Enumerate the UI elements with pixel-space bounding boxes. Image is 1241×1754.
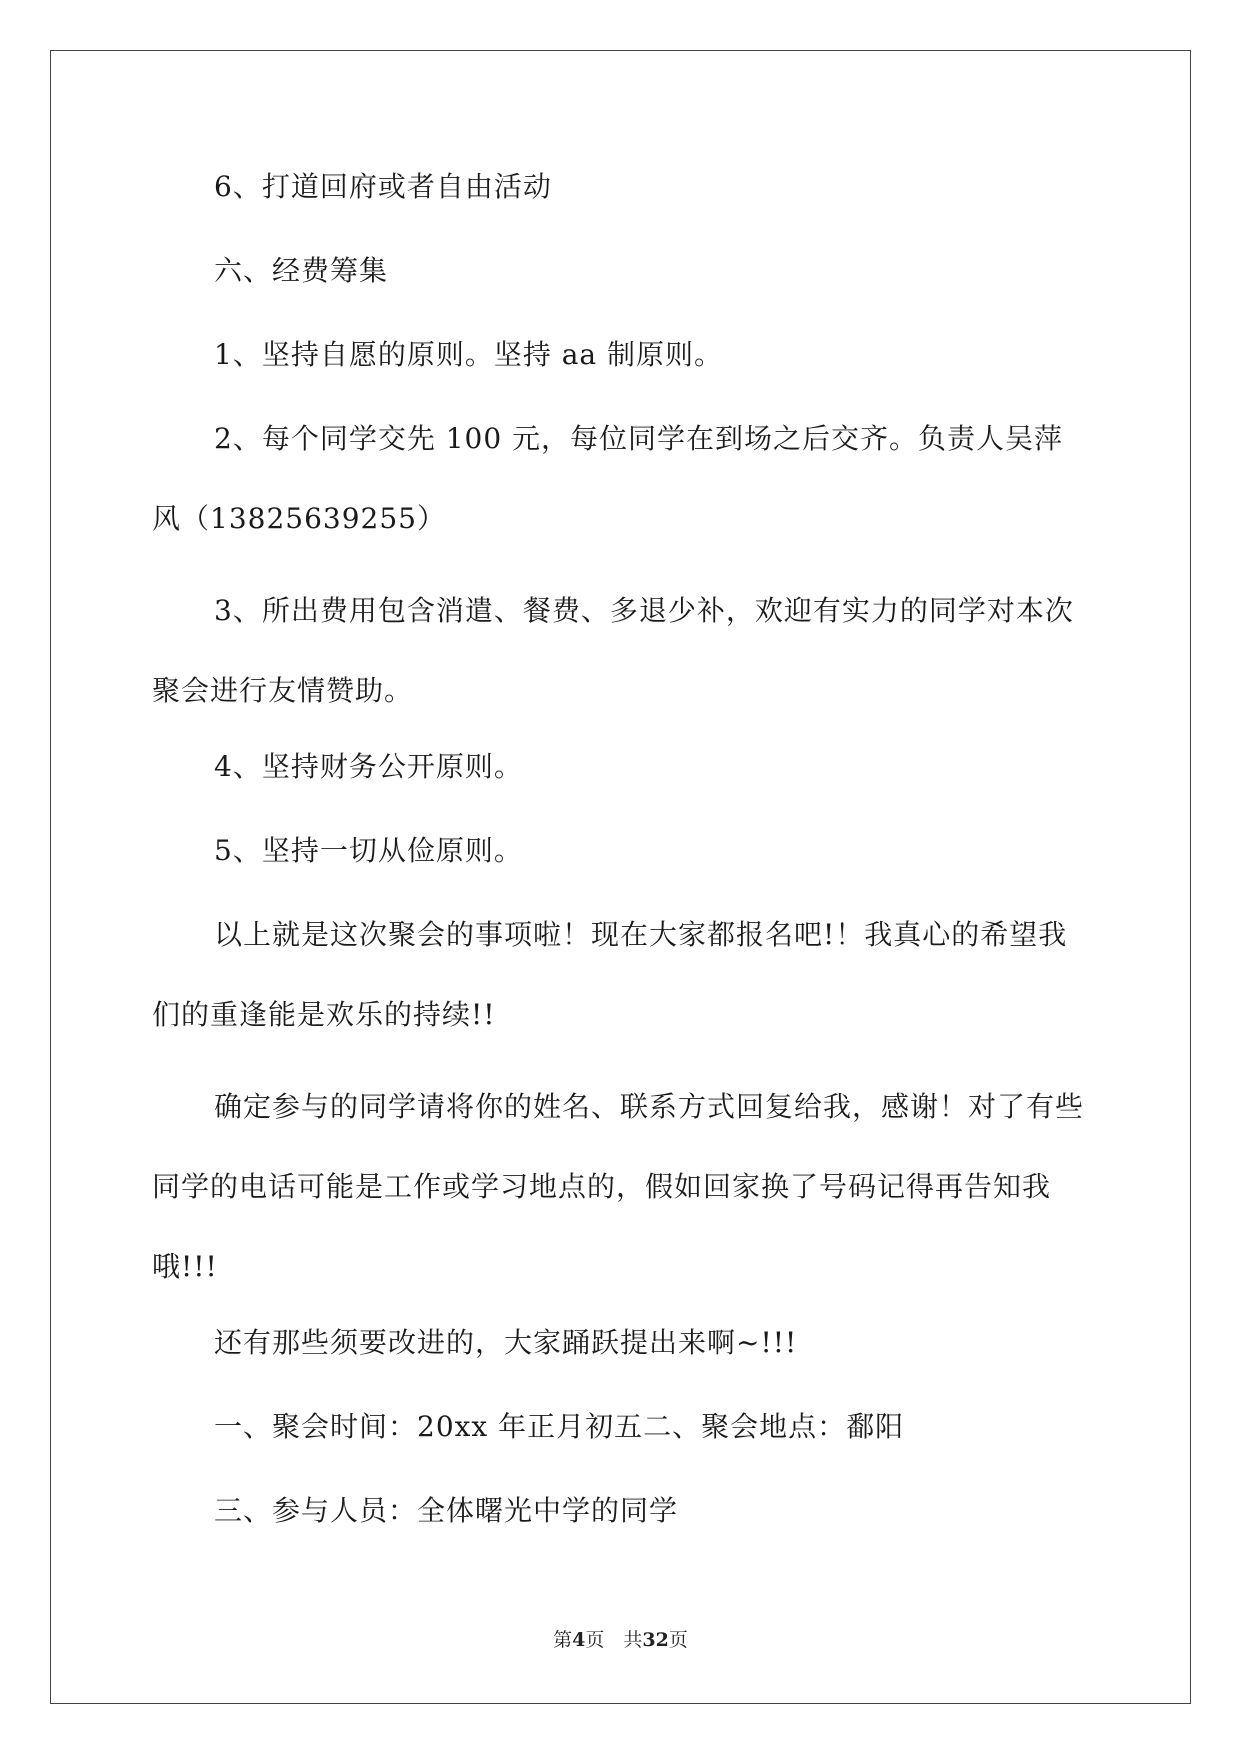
paragraph: 4、坚持财务公开原则。 — [214, 750, 523, 783]
document-body — [152, 165, 1090, 1573]
paragraph: 一、聚会时间：20xx 年正月初五二、聚会地点：鄱阳 — [214, 1410, 905, 1443]
paragraph: 3、所出费用包含消遣、餐费、多退少补，欢迎有实力的同学对本次聚会进行友情赞助。 — [152, 594, 1074, 707]
page-footer — [0, 1625, 1241, 1652]
paragraph: 以上就是这次聚会的事项啦！现在大家都报名吧!！我真心的希望我们的重逢能是欢乐的持续!! — [152, 918, 1068, 1031]
paragraph: 2、每个同学交先 100 元，每位同学在到场之后交齐。负责人吴萍风（13825639255） — [152, 422, 1064, 535]
paragraph: 还有那些须要改进的，大家踊跃提出来啊~!!! — [214, 1326, 798, 1359]
footer-suffix: 页 — [668, 1629, 688, 1651]
paragraph: 5、坚持一切从俭原则。 — [214, 834, 523, 867]
section-heading: 六、经费筹集 — [214, 254, 389, 287]
footer-middle: 页 共 — [585, 1629, 643, 1651]
paragraph: 6、打道回府或者自由活动 — [214, 170, 552, 203]
page-number: 4 — [572, 1629, 586, 1651]
paragraph: 三、参与人员：全体曙光中学的同学 — [214, 1494, 679, 1527]
paragraph: 1、坚持自愿的原则。坚持 aa 制原则。 — [214, 338, 724, 371]
footer-prefix: 第 — [553, 1629, 573, 1651]
total-pages: 32 — [642, 1629, 669, 1651]
paragraph: 确定参与的同学请将你的姓名、联系方式回复给我，感谢！对了有些同学的电话可能是工作或学习地点的，假如回家换了号码记得再告知我哦!!! — [152, 1090, 1085, 1283]
